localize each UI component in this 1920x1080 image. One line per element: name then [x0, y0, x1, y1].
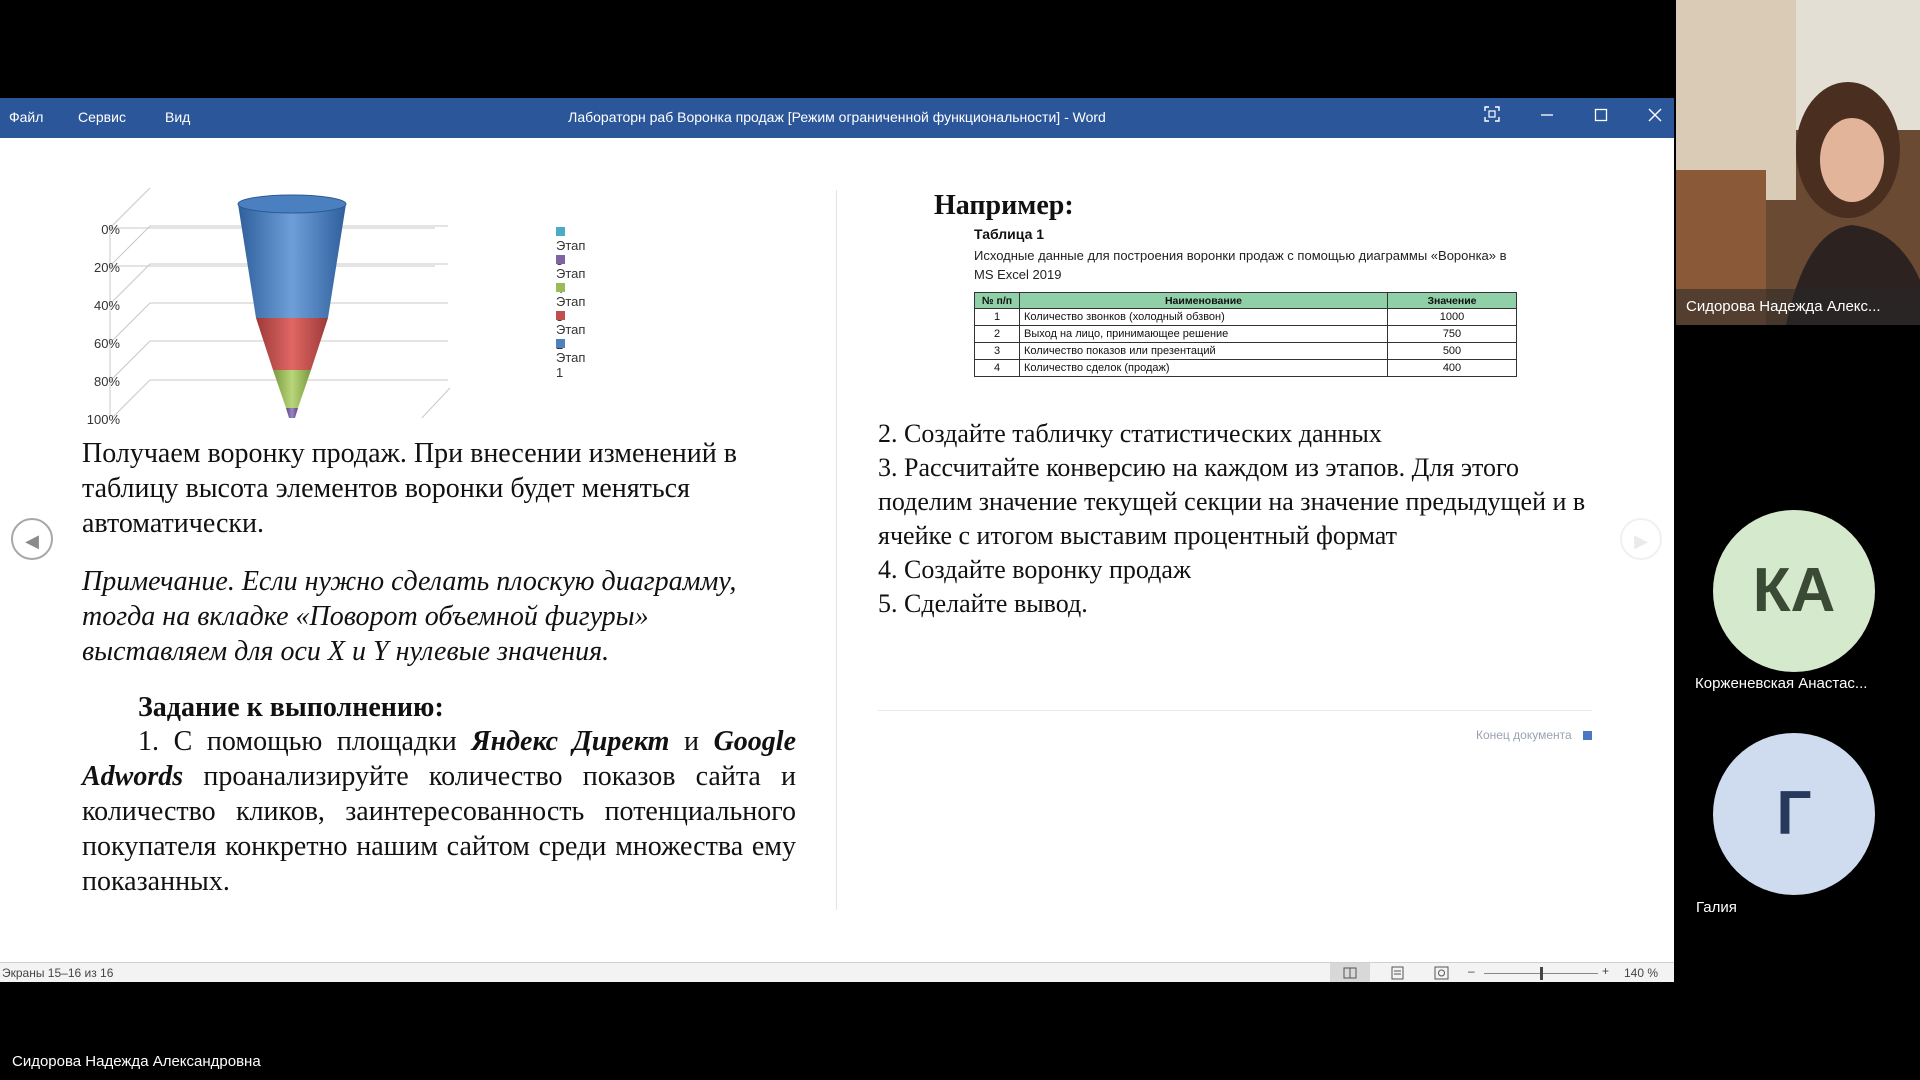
zoom-slider-thumb[interactable]: [1540, 967, 1543, 980]
end-of-document: Конец документа: [1420, 728, 1592, 742]
participant-name: Галия: [1696, 899, 1737, 916]
menu-service[interactable]: Сервис: [78, 109, 126, 125]
print-layout-icon[interactable]: [1378, 963, 1418, 982]
zoom-out-button[interactable]: –: [1468, 964, 1475, 978]
zoom-level[interactable]: 140 %: [1624, 966, 1659, 980]
next-screen-icon[interactable]: ▶: [1620, 518, 1662, 560]
table-row: [975, 360, 1517, 377]
pct-label: 20%: [93, 260, 120, 275]
pct-label: 100%: [86, 412, 120, 427]
table-cell: 4: [975, 360, 1020, 377]
end-divider: [878, 710, 1592, 711]
table-row: [975, 326, 1517, 343]
funnel-segment-2: [256, 318, 328, 370]
page-divider: [836, 190, 837, 910]
table-cell: Количество звонков (холодный обзвон): [1020, 309, 1388, 326]
legend-swatch: [556, 227, 565, 236]
status-bar: [0, 962, 1674, 982]
funnel-segment-4: [286, 408, 298, 418]
step-item: 3. Рассчитайте конверсию на каждом из этапов. Для этого поделим значение текущей секции на значение предыдущей и в ячейке с итогом выставим процентный формат: [878, 453, 1586, 550]
web-layout-icon[interactable]: [1422, 963, 1462, 982]
step-item: 2. Создайте табличку статистических данных: [878, 419, 1382, 448]
focus-mode-icon[interactable]: [1472, 104, 1512, 132]
participant-video[interactable]: [1676, 0, 1920, 325]
funnel-chart-plot: [70, 178, 470, 418]
previous-screen-icon[interactable]: ◀: [11, 518, 53, 560]
table-row: [975, 309, 1517, 326]
participant-video-image: [1676, 0, 1920, 325]
task-heading: Задание к выполнению:: [138, 692, 444, 723]
table-cell: Количество сделок (продаж): [1020, 360, 1388, 377]
table-cell: 3: [975, 343, 1020, 360]
legend-item-2: Этап: [556, 307, 590, 352]
legend-item-3: Этап: [556, 279, 590, 324]
funnel-segment-1: [238, 204, 346, 318]
word-window: [0, 98, 1674, 982]
pct-label: 60%: [93, 336, 120, 351]
step-item: 4. Создайте воронку продаж: [878, 555, 1191, 584]
legend-item-4: Этап: [556, 251, 590, 296]
legend-swatch: [556, 311, 565, 320]
presenter-name: Сидорова Надежда Александровна: [12, 1053, 261, 1070]
funnel-segment-3: [273, 370, 311, 408]
legend-swatch: [556, 283, 565, 292]
table-cell: Количество показов или презентаций: [1020, 343, 1388, 360]
document-page: [0, 138, 1674, 962]
legend-swatch: [556, 255, 565, 264]
table-row: [975, 343, 1517, 360]
example-heading: Например:: [934, 190, 1074, 221]
table-cell: 1000: [1388, 309, 1517, 326]
table-cell: 500: [1388, 343, 1517, 360]
table-description: Исходные данные для построения воронки продаж с помощью диаграммы «Воронка» в MS Excel 2019: [974, 248, 1507, 282]
close-icon[interactable]: [1635, 104, 1674, 132]
funnel-chart: [70, 178, 590, 427]
note-paragraph: Примечание. Если нужно сделать плоскую диаграмму, тогда на вкладке «Поворот объемной фигуры» выставляем для оси X и Y нулевые значения.: [82, 566, 737, 667]
table-cell: 1: [975, 309, 1020, 326]
table-cell: 400: [1388, 360, 1517, 377]
table-header-row: [975, 293, 1517, 309]
steps-list: [878, 417, 1594, 621]
end-marker-icon: [1583, 731, 1592, 740]
screens-counter: Экраны 15–16 из 16: [2, 966, 114, 980]
source-data-table: [974, 292, 1517, 377]
funnel-result-paragraph: Получаем воронку продаж. При внесении изменений в таблицу высота элементов воронки будет меняться автоматически.: [82, 438, 737, 539]
participant-name: Корженевская Анастас...: [1695, 675, 1868, 692]
table-header: № п/п: [975, 293, 1020, 309]
read-mode-icon[interactable]: [1330, 963, 1370, 982]
table-cell: Выход на лицо, принимающее решение: [1020, 326, 1388, 343]
title-bar: [0, 98, 1674, 138]
menu-file[interactable]: Файл: [9, 109, 44, 125]
table-header: Значение: [1388, 293, 1517, 309]
legend-item-5: Этап: [556, 223, 590, 268]
participant-avatar[interactable]: Г: [1713, 733, 1875, 895]
pct-label: 80%: [93, 374, 120, 389]
table-caption: Таблица 1: [974, 226, 1045, 242]
maximize-icon[interactable]: [1581, 104, 1621, 132]
table-cell: 2: [975, 326, 1020, 343]
zoom-in-button[interactable]: +: [1602, 964, 1610, 978]
participant-avatar[interactable]: КА: [1713, 510, 1875, 672]
pct-label: 40%: [93, 298, 120, 313]
step-item: 5. Сделайте вывод.: [878, 589, 1088, 618]
pct-label: 0%: [101, 222, 120, 237]
legend-item-1: Этап 1: [556, 335, 590, 380]
minimize-icon[interactable]: [1527, 104, 1567, 132]
menu-view[interactable]: Вид: [165, 109, 191, 125]
document-title: Лабораторн раб Воронка продаж [Режим ограниченной функциональности] - Word: [568, 109, 1106, 125]
table-cell: 750: [1388, 326, 1517, 343]
table-header: Наименование: [1020, 293, 1388, 309]
task-paragraph: 1. С помощью площадки Яндекс Директ и Google Adwords проанализируйте количество показов сайта и количество кликов, заинтересованность потенциального покупателя конкретно нашим сайтом среди множества ему показанных.: [82, 726, 796, 897]
funnel-top: [238, 195, 346, 213]
participant-video-name: Сидорова Надежда Алекс...: [1676, 289, 1920, 325]
legend-swatch: [556, 339, 565, 348]
zoom-slider[interactable]: [1484, 973, 1598, 974]
